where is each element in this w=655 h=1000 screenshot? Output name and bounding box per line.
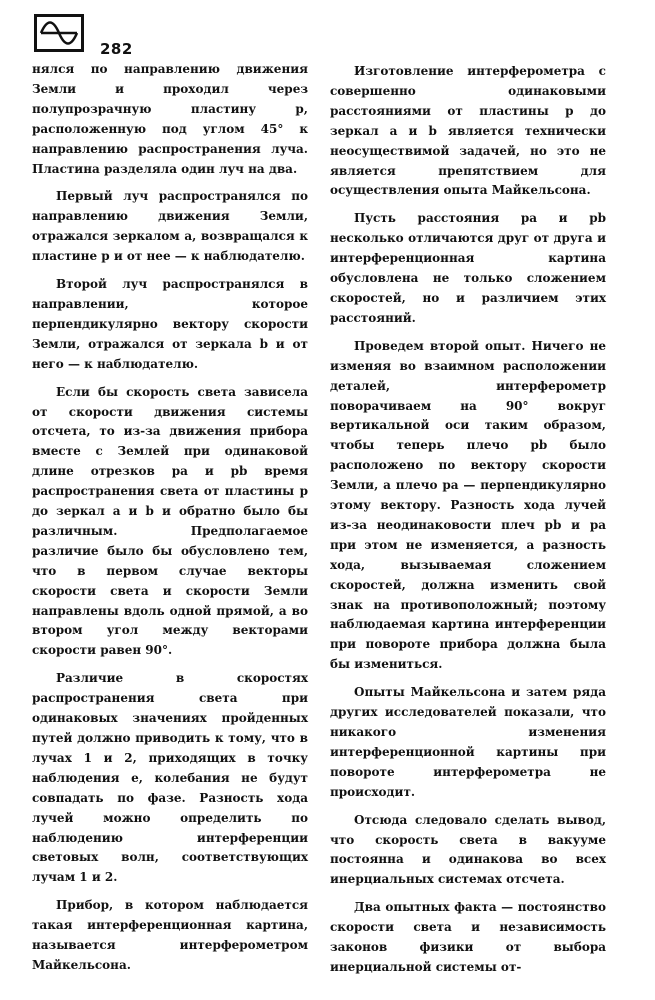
paragraph: Прибор, в котором наблюдается такая интерференционная картина, называется интерферометром Майкельсона. [32,898,308,972]
paragraph: Отсюда следовало сделать вывод, что скорость света в вакууме постоянна и одинакова во всех инерциальных системах отсчета. [330,812,606,887]
paragraph: Пусть расстояния pa и pb несколько отличаются друг от друга и интерференционная картина обусловлена не только сложением скоростей, но и различием этих расстояний. [330,211,606,325]
paragraph: Второй луч распространялся в направлении, которое перпендикулярно вектору скорости Земли, отражался от зеркала b и от него — к наблюдателю. [32,277,308,371]
paragraph: Два опытных факта — постоянство скорости света и независимость законов физики от выбора инерциальной системы от- [330,900,606,974]
paragraph: Первый луч распространялся по направлению движения Земли, отражался зеркалом a, возвращался к пластине p и от нее — к наблюдателю. [32,189,308,264]
paragraph: Изготовление интерферометра с совершенно одинаковыми расстояниями от пластины p до зеркал a и b является технически неосуществимой задачей, но это не является препятствием для осуществления опыта Майкельсона. [330,64,606,198]
sine-wave-graphic [37,17,81,49]
sine-wave-icon [34,14,84,52]
left-column [32,60,308,984]
paragraph: Если бы скорость света зависела от скорости движения системы отсчета, то из-за движения прибора вместе с Землей при одинаковой длине отрезков pa и pb время распространения света от пластины p до зеркал a и b и обратно было бы различным. Предполагаемое различие было бы обусловлено тем, что в первом случае векторы скорости света и скорости Земли направлены вдоль одной прямой, а во втором угол между векторами скорости равен 90°. [32,384,308,658]
page-number: 282 [100,40,133,58]
paragraph: Различие в скоростях распространения света при одинаковых значениях пройденных путей должно приводить к тому, что в лучах 1 и 2, приходящих в точку наблюдения e, колебания не будут совпадать по фазе. Разность хода лучей можно определить по наблюдению интерференции световых волн, соответствующих лучам 1 и 2. [32,671,308,885]
paragraph: нялся по направлению движения Земли и проходил через полупрозрачную пластину p, расположенную под углом 45° к направлению распространения луча. Пластина разделяла один луч на два. [32,62,308,176]
paragraph: Опыты Майкельсона и затем ряда других исследователей показали, что никакого изменения интерференционной картины при повороте интерферометра не происходит. [330,685,606,799]
right-column [330,62,606,986]
paragraph: Проведем второй опыт. Ничего не изменяя во взаимном расположении деталей, интерферометр поворачиваем на 90° вокруг вертикальной оси таким образом, чтобы теперь плечо pb было расположено по вектору скорости Земли, а плечо pa — перпендикулярно этому вектору. Разность хода лучей из-за неодинаковости плеч pb и pa при этом не изменяется, а разность хода, вызываемая сложением скоростей, должна изменить свой знак на противоположный; поэтому наблюдаемая картина интерференции при повороте прибора должна была бы измениться. [330,338,606,672]
